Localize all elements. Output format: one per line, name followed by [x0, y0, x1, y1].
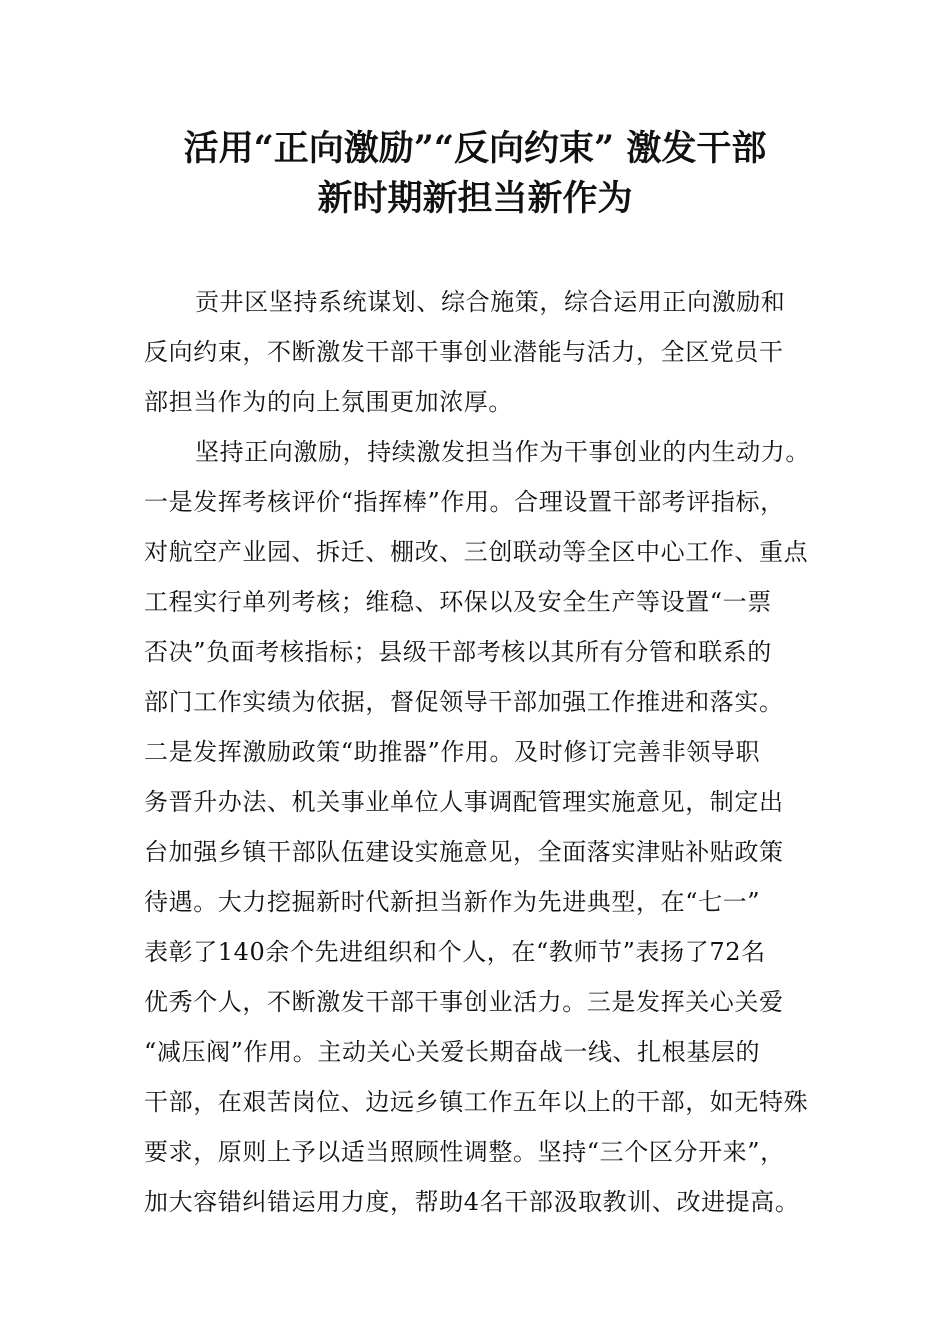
paragraph-line: 优秀个人，不断激发干部干事创业活力。三是发挥关心关爱	[144, 988, 784, 1016]
paragraph-line: “减压阀”作用。主动关心关爱长期奋战一线、扎根基层的	[144, 1038, 761, 1066]
paragraph-line: 对航空产业园、拆迁、棚改、三创联动等全区中心工作、重点	[144, 538, 809, 566]
paragraph-line: 部门工作实绩为依据，督促领导干部加强工作推进和落实。	[144, 688, 784, 716]
paragraph-line: 工程实行单列考核；维稳、环保以及安全生产等设置“一票	[144, 588, 772, 616]
document-title-line-1: 活用“正向激励”“反向约束” 激发干部	[183, 128, 767, 169]
paragraph-line: 要求，原则上予以适当照顾性调整。坚持“三个区分开来”，	[144, 1138, 785, 1166]
document-title-line-2: 新时期新担当新作为	[317, 178, 633, 219]
paragraph-line: 加大容错纠错运用力度，帮助4名干部汲取教训、改进提高。	[144, 1188, 800, 1216]
paragraph-line: 反向约束，不断激发干部干事创业潜能与活力，全区党员干	[144, 338, 784, 366]
paragraph-line: 一是发挥考核评价“指挥棒”作用。合理设置干部考评指标，	[144, 488, 785, 516]
paragraph-line: 待遇。大力挖掘新时代新担当新作为先进典型，在“七一”	[144, 888, 761, 916]
paragraph-line: 部担当作为的向上氛围更加浓厚。	[144, 388, 513, 416]
paragraph-line: 否决”负面考核指标；县级干部考核以其所有分管和联系的	[144, 638, 772, 666]
paragraph-line: 二是发挥激励政策“助推器”作用。及时修订完善非领导职	[144, 738, 761, 766]
paragraph-line: 坚持正向激励，持续激发担当作为干事创业的内生动力。	[195, 438, 810, 466]
paragraph-line: 贡井区坚持系统谋划、综合施策，综合运用正向激励和	[195, 288, 786, 316]
paragraph-line: 表彰了140余个先进组织和个人，在“教师节”表扬了72名	[144, 938, 766, 966]
paragraph-line: 务晋升办法、机关事业单位人事调配管理实施意见，制定出	[144, 788, 784, 816]
paragraph-line: 干部，在艰苦岗位、边远乡镇工作五年以上的干部，如无特殊	[144, 1088, 809, 1116]
paragraph-line: 台加强乡镇干部队伍建设实施意见，全面落实津贴补贴政策	[144, 838, 784, 866]
